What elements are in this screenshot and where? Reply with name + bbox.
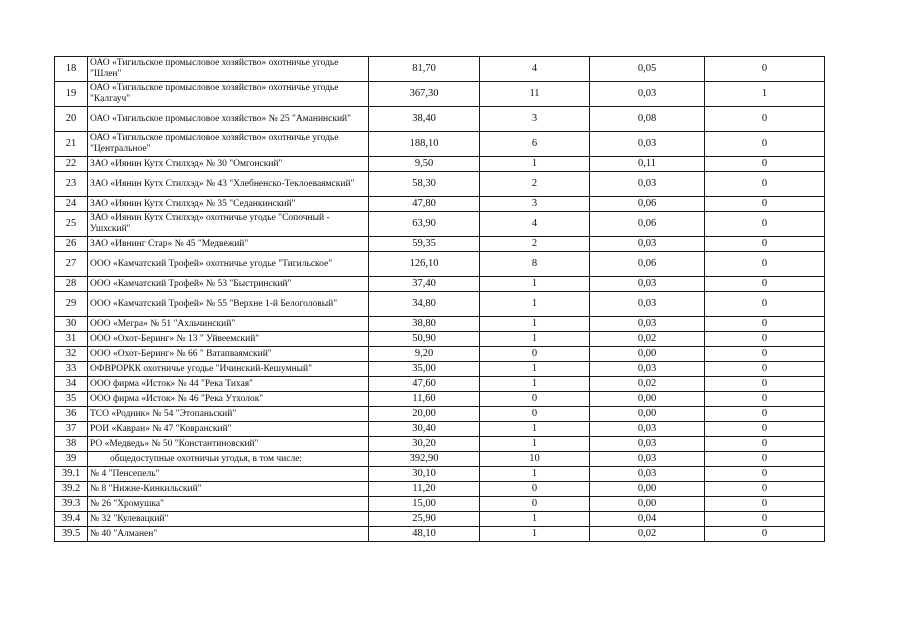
density-cell: 0,02 bbox=[590, 332, 705, 347]
hunting-ground-name-cell: ОАО «Тигильское промысловое хозяйство» охотничье угодье "Калгауч" bbox=[88, 82, 369, 107]
area-cell: 30,10 bbox=[369, 467, 480, 482]
count-cell: 0 bbox=[480, 347, 590, 362]
count-cell: 0 bbox=[480, 392, 590, 407]
row-number-cell: 32 bbox=[55, 347, 88, 362]
quota-cell: 0 bbox=[705, 212, 825, 237]
quota-cell: 0 bbox=[705, 392, 825, 407]
quota-cell: 0 bbox=[705, 197, 825, 212]
area-cell: 58,30 bbox=[369, 172, 480, 197]
area-cell: 25,90 bbox=[369, 512, 480, 527]
row-number-cell: 28 bbox=[55, 277, 88, 292]
count-cell: 1 bbox=[480, 512, 590, 527]
quota-cell: 0 bbox=[705, 527, 825, 542]
row-number-cell: 26 bbox=[55, 237, 88, 252]
hunting-ground-name-cell: РОИ «Кавран» № 47 "Ковранский" bbox=[88, 422, 369, 437]
quota-cell: 0 bbox=[705, 292, 825, 317]
density-cell: 0,00 bbox=[590, 407, 705, 422]
hunting-ground-name-cell: № 32 "Кулевацкий" bbox=[88, 512, 369, 527]
table-row bbox=[55, 237, 825, 252]
density-cell: 0,00 bbox=[590, 497, 705, 512]
hunting-ground-name-cell: ОАО «Тигильское промысловое хозяйство» охотничье угодье "Центральное" bbox=[88, 132, 369, 157]
quota-cell: 0 bbox=[705, 252, 825, 277]
area-cell: 188,10 bbox=[369, 132, 480, 157]
row-number-cell: 18 bbox=[55, 57, 88, 82]
hunting-ground-name-cell: ЗАО «Иянин Кутх Стилхэд» № 30 "Омгонский" bbox=[88, 157, 369, 172]
area-cell: 11,60 bbox=[369, 392, 480, 407]
count-cell: 1 bbox=[480, 332, 590, 347]
row-number-cell: 35 bbox=[55, 392, 88, 407]
quota-cell: 0 bbox=[705, 482, 825, 497]
table-row bbox=[55, 452, 825, 467]
table-row bbox=[55, 57, 825, 82]
table-row bbox=[55, 392, 825, 407]
area-cell: 63,90 bbox=[369, 212, 480, 237]
density-cell: 0,02 bbox=[590, 527, 705, 542]
quota-cell: 0 bbox=[705, 437, 825, 452]
quota-cell: 0 bbox=[705, 422, 825, 437]
row-number-cell: 25 bbox=[55, 212, 88, 237]
hunting-ground-name-cell: ОАО «Тигильское промысловое хозяйство» охотничье угодье "Шлен" bbox=[88, 57, 369, 82]
quota-cell: 0 bbox=[705, 57, 825, 82]
area-cell: 15,00 bbox=[369, 497, 480, 512]
quota-cell: 0 bbox=[705, 317, 825, 332]
table-row bbox=[55, 107, 825, 132]
density-cell: 0,03 bbox=[590, 437, 705, 452]
count-cell: 1 bbox=[480, 317, 590, 332]
row-number-cell: 36 bbox=[55, 407, 88, 422]
area-cell: 48,10 bbox=[369, 527, 480, 542]
row-number-cell: 39.3 bbox=[55, 497, 88, 512]
hunting-ground-name-cell: ООО «Камчатский Трофей» № 53 "Быстринский" bbox=[88, 277, 369, 292]
density-cell: 0,03 bbox=[590, 132, 705, 157]
row-number-cell: 31 bbox=[55, 332, 88, 347]
row-number-cell: 39.1 bbox=[55, 467, 88, 482]
density-cell: 0,03 bbox=[590, 292, 705, 317]
count-cell: 1 bbox=[480, 437, 590, 452]
quota-cell: 0 bbox=[705, 237, 825, 252]
area-cell: 11,20 bbox=[369, 482, 480, 497]
table-row bbox=[55, 277, 825, 292]
hunting-ground-name-cell: ООО фирма «Исток» № 44 "Река Тихая" bbox=[88, 377, 369, 392]
area-cell: 50,90 bbox=[369, 332, 480, 347]
area-cell: 38,40 bbox=[369, 107, 480, 132]
quota-cell: 0 bbox=[705, 132, 825, 157]
density-cell: 0,06 bbox=[590, 212, 705, 237]
count-cell: 0 bbox=[480, 497, 590, 512]
count-cell: 6 bbox=[480, 132, 590, 157]
density-cell: 0,03 bbox=[590, 422, 705, 437]
row-number-cell: 39 bbox=[55, 452, 88, 467]
hunting-ground-name-cell: общедоступные охотничьи угодья, в том числе: bbox=[88, 452, 369, 467]
row-number-cell: 39.2 bbox=[55, 482, 88, 497]
density-cell: 0,03 bbox=[590, 172, 705, 197]
table-row bbox=[55, 292, 825, 317]
count-cell: 1 bbox=[480, 377, 590, 392]
hunting-ground-name-cell: ЗАО «Ивнинг Стар» № 45 "Медвежий" bbox=[88, 237, 369, 252]
row-number-cell: 24 bbox=[55, 197, 88, 212]
density-cell: 0,02 bbox=[590, 377, 705, 392]
count-cell: 1 bbox=[480, 157, 590, 172]
density-cell: 0,03 bbox=[590, 237, 705, 252]
row-number-cell: 30 bbox=[55, 317, 88, 332]
row-number-cell: 22 bbox=[55, 157, 88, 172]
quota-cell: 0 bbox=[705, 172, 825, 197]
area-cell: 81,70 bbox=[369, 57, 480, 82]
density-cell: 0,00 bbox=[590, 347, 705, 362]
hunting-ground-name-cell: № 4 "Пенсепель" bbox=[88, 467, 369, 482]
table-row bbox=[55, 467, 825, 482]
density-cell: 0,08 bbox=[590, 107, 705, 132]
area-cell: 9,20 bbox=[369, 347, 480, 362]
count-cell: 11 bbox=[480, 82, 590, 107]
table-row bbox=[55, 347, 825, 362]
table-row bbox=[55, 317, 825, 332]
area-cell: 35,00 bbox=[369, 362, 480, 377]
area-cell: 392,90 bbox=[369, 452, 480, 467]
hunting-ground-name-cell: ТСО «Родник» № 54 "Этопаньский" bbox=[88, 407, 369, 422]
table-row bbox=[55, 527, 825, 542]
row-number-cell: 27 bbox=[55, 252, 88, 277]
hunting-ground-name-cell: ЗАО «Иянин Кутх Стилхэд» охотничье угодье "Сопочный - Ушхский" bbox=[88, 212, 369, 237]
row-number-cell: 23 bbox=[55, 172, 88, 197]
count-cell: 0 bbox=[480, 482, 590, 497]
table-row bbox=[55, 362, 825, 377]
quota-cell: 0 bbox=[705, 497, 825, 512]
quota-cell: 0 bbox=[705, 377, 825, 392]
row-number-cell: 19 bbox=[55, 82, 88, 107]
area-cell: 30,20 bbox=[369, 437, 480, 452]
table-row bbox=[55, 437, 825, 452]
count-cell: 1 bbox=[480, 277, 590, 292]
row-number-cell: 20 bbox=[55, 107, 88, 132]
density-cell: 0,03 bbox=[590, 317, 705, 332]
count-cell: 1 bbox=[480, 422, 590, 437]
row-number-cell: 39.5 bbox=[55, 527, 88, 542]
table-row bbox=[55, 332, 825, 347]
quota-cell: 0 bbox=[705, 332, 825, 347]
table-row bbox=[55, 407, 825, 422]
hunting-ground-name-cell: ООО «Камчатский Трофей» № 55 "Верхне 1-й Белоголовый" bbox=[88, 292, 369, 317]
hunting-ground-name-cell: ЗАО «Иянин Кутх Стилхэд» № 43 "Хлебненско-Теклоеваямский" bbox=[88, 172, 369, 197]
row-number-cell: 37 bbox=[55, 422, 88, 437]
hunting-ground-name-cell: ООО «Охот-Беринг» № 13 " Уйвеемский" bbox=[88, 332, 369, 347]
hunting-ground-name-cell: № 26 "Хромушка" bbox=[88, 497, 369, 512]
hunting-ground-name-cell: ООО «Камчатский Трофей» охотничье угодье "Тигильское" bbox=[88, 252, 369, 277]
hunting-ground-name-cell: ООО «Охот-Беринг» № 66 " Ватапваямский" bbox=[88, 347, 369, 362]
area-cell: 47,80 bbox=[369, 197, 480, 212]
density-cell: 0,04 bbox=[590, 512, 705, 527]
table-row bbox=[55, 212, 825, 237]
count-cell: 1 bbox=[480, 362, 590, 377]
hunting-ground-name-cell: ОАО «Тигильское промысловое хозяйство» № 25 "Аманинский" bbox=[88, 107, 369, 132]
quota-cell: 0 bbox=[705, 157, 825, 172]
table-row bbox=[55, 132, 825, 157]
count-cell: 4 bbox=[480, 57, 590, 82]
area-cell: 367,30 bbox=[369, 82, 480, 107]
table-row bbox=[55, 377, 825, 392]
density-cell: 0,00 bbox=[590, 482, 705, 497]
hunting-ground-name-cell: № 8 "Нижне-Кинкильский" bbox=[88, 482, 369, 497]
row-number-cell: 29 bbox=[55, 292, 88, 317]
table-row bbox=[55, 157, 825, 172]
quota-cell: 0 bbox=[705, 407, 825, 422]
table-row bbox=[55, 482, 825, 497]
table-row bbox=[55, 512, 825, 527]
count-cell: 1 bbox=[480, 292, 590, 317]
count-cell: 10 bbox=[480, 452, 590, 467]
hunting-ground-name-cell: № 40 "Алманен" bbox=[88, 527, 369, 542]
quota-cell: 1 bbox=[705, 82, 825, 107]
hunting-ground-name-cell: ООО «Мегра» № 51 "Ахльчинский" bbox=[88, 317, 369, 332]
table-row bbox=[55, 172, 825, 197]
quota-cell: 0 bbox=[705, 347, 825, 362]
row-number-cell: 38 bbox=[55, 437, 88, 452]
area-cell: 9,50 bbox=[369, 157, 480, 172]
area-cell: 20,00 bbox=[369, 407, 480, 422]
table-row bbox=[55, 497, 825, 512]
row-number-cell: 39.4 bbox=[55, 512, 88, 527]
hunting-grounds-table bbox=[54, 56, 825, 542]
table-row bbox=[55, 252, 825, 277]
quota-cell: 0 bbox=[705, 107, 825, 132]
count-cell: 1 bbox=[480, 467, 590, 482]
count-cell: 4 bbox=[480, 212, 590, 237]
quota-cell: 0 bbox=[705, 467, 825, 482]
density-cell: 0,03 bbox=[590, 277, 705, 292]
area-cell: 47,60 bbox=[369, 377, 480, 392]
hunting-ground-name-cell: ЗАО «Иянин Кутх Стилхэд» № 35 "Седанкинский" bbox=[88, 197, 369, 212]
density-cell: 0,11 bbox=[590, 157, 705, 172]
density-cell: 0,00 bbox=[590, 392, 705, 407]
density-cell: 0,06 bbox=[590, 252, 705, 277]
hunting-ground-name-cell: ООО фирма «Исток» № 46 "Река Утхолок" bbox=[88, 392, 369, 407]
row-number-cell: 33 bbox=[55, 362, 88, 377]
count-cell: 3 bbox=[480, 197, 590, 212]
area-cell: 38,80 bbox=[369, 317, 480, 332]
density-cell: 0,03 bbox=[590, 362, 705, 377]
count-cell: 3 bbox=[480, 107, 590, 132]
quota-cell: 0 bbox=[705, 452, 825, 467]
count-cell: 8 bbox=[480, 252, 590, 277]
count-cell: 0 bbox=[480, 407, 590, 422]
density-cell: 0,03 bbox=[590, 452, 705, 467]
quota-cell: 0 bbox=[705, 512, 825, 527]
density-cell: 0,03 bbox=[590, 467, 705, 482]
area-cell: 30,40 bbox=[369, 422, 480, 437]
density-cell: 0,06 bbox=[590, 197, 705, 212]
table-body bbox=[55, 57, 825, 542]
table-row bbox=[55, 422, 825, 437]
count-cell: 2 bbox=[480, 172, 590, 197]
hunting-ground-name-cell: РО «Медведь» № 50 "Константиновский" bbox=[88, 437, 369, 452]
table-row bbox=[55, 82, 825, 107]
area-cell: 126,10 bbox=[369, 252, 480, 277]
area-cell: 37,40 bbox=[369, 277, 480, 292]
row-number-cell: 34 bbox=[55, 377, 88, 392]
count-cell: 1 bbox=[480, 527, 590, 542]
quota-cell: 0 bbox=[705, 277, 825, 292]
hunting-ground-name-cell: ОФВРОРКК охотничье угодье "Ичинский-Кешумный" bbox=[88, 362, 369, 377]
row-number-cell: 21 bbox=[55, 132, 88, 157]
density-cell: 0,03 bbox=[590, 82, 705, 107]
table-row bbox=[55, 197, 825, 212]
count-cell: 2 bbox=[480, 237, 590, 252]
quota-cell: 0 bbox=[705, 362, 825, 377]
area-cell: 59,35 bbox=[369, 237, 480, 252]
density-cell: 0,05 bbox=[590, 57, 705, 82]
area-cell: 34,80 bbox=[369, 292, 480, 317]
